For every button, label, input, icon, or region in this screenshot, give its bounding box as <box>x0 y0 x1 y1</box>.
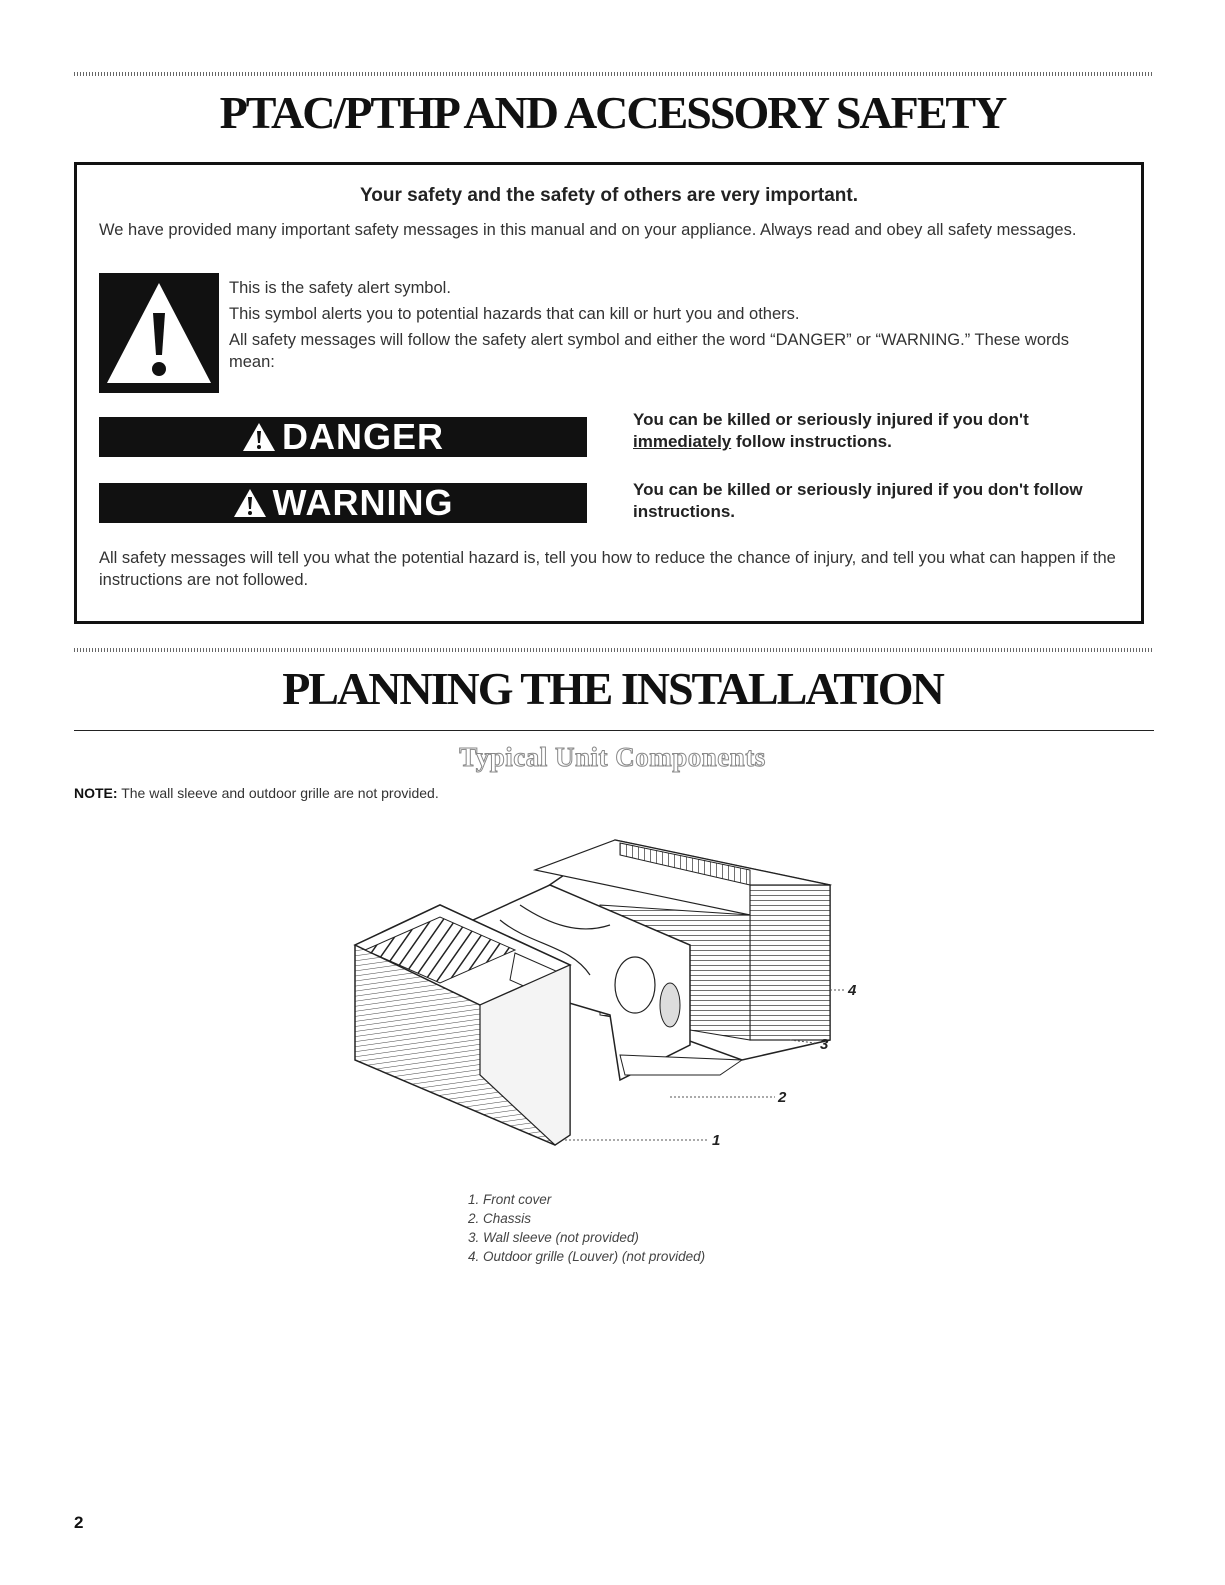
safety-footer-text: All safety messages will tell you what the potential hazard is, tell you how to reduce the chance of injury, and tell you what can happen if the instructions are not followed. <box>99 549 1116 589</box>
safety-alert-icon <box>99 273 219 393</box>
page-number: 2 <box>74 1513 84 1532</box>
warning-triangle-icon <box>242 422 276 452</box>
alert-line: All safety messages will follow the safety alert symbol and either the word “DANGER” or “WARNING.” These words mean: <box>229 331 1069 371</box>
danger-label: DANGER <box>281 416 444 457</box>
alert-line: This is the safety alert symbol. <box>229 279 451 297</box>
legend-item: 3. Wall sleeve (not provided) <box>468 1230 639 1245</box>
subsection-title: Typical Unit Components <box>459 742 766 772</box>
top-divider <box>74 72 1154 76</box>
safety-box <box>74 162 1144 624</box>
danger-banner <box>99 417 587 457</box>
legend-item: 2. Chassis <box>468 1211 532 1226</box>
warning-banner <box>99 483 587 523</box>
note-body: The wall sleeve and outdoor grille are not provided. <box>117 785 439 801</box>
section-title-planning: PLANNING THE INSTALLATION <box>282 663 943 714</box>
alert-description <box>229 277 1109 377</box>
danger-desc-text: You can be killed or seriously injured if you don't <box>633 410 1029 429</box>
unit-components-figure <box>350 825 870 1185</box>
legend-item: 4. Outdoor grille (Louver) (not provided) <box>468 1249 706 1264</box>
note-label: NOTE: <box>74 785 118 801</box>
note-text <box>74 785 439 801</box>
legend-item: 1. Front cover <box>468 1192 552 1207</box>
safety-box-heading: Your safety and the safety of others are very important. <box>359 185 858 206</box>
ptac-unit-illustration <box>350 825 870 1185</box>
danger-desc-emphasis: immediately <box>633 432 732 451</box>
warning-triangle-icon <box>233 488 267 518</box>
callout-2: 2 <box>778 1089 787 1106</box>
callout-3: 3 <box>820 1036 829 1053</box>
callout-4: 4 <box>848 982 857 999</box>
figure-legend <box>468 1190 705 1266</box>
title-underline <box>74 730 1154 731</box>
middle-divider <box>74 648 1154 652</box>
callout-1: 1 <box>712 1132 721 1149</box>
danger-description <box>633 409 1113 453</box>
danger-desc-text-end: follow instructions. <box>731 432 892 451</box>
alert-line: This symbol alerts you to potential hazards that can kill or hurt you and others. <box>229 305 800 323</box>
safety-intro-text: We have provided many important safety messages in this manual and on your appliance. Always read and obey all safety messages. <box>99 221 1077 239</box>
warning-description: You can be killed or seriously injured if you don't follow instructions. <box>633 480 1083 521</box>
warning-label: WARNING <box>272 482 454 523</box>
section-title-safety: PTAC/PTHP AND ACCESSORY SAFETY <box>219 87 1006 138</box>
